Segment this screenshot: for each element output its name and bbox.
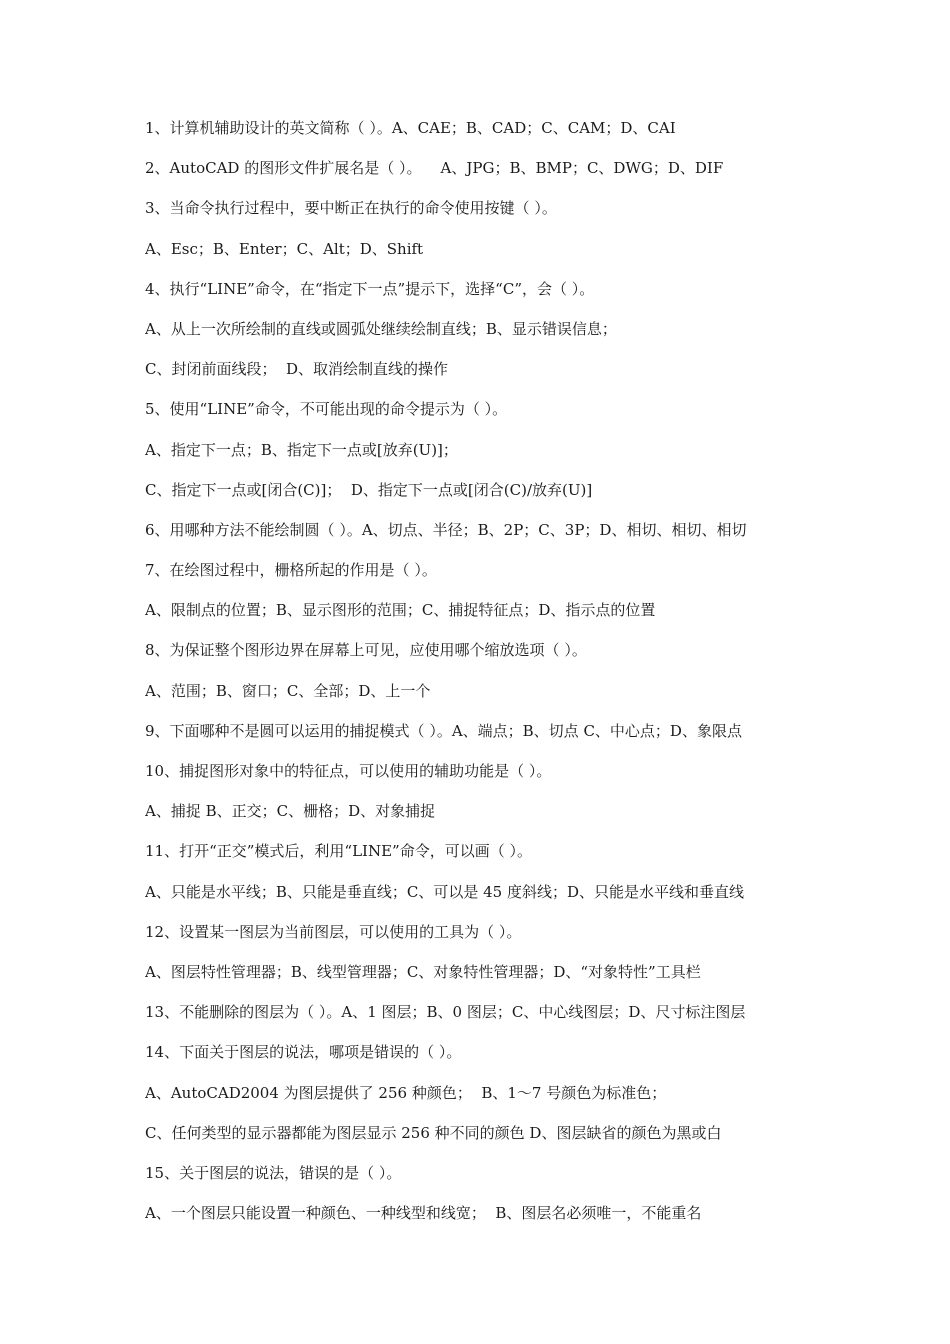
text-line: A、AutoCAD2004 为图层提供了 256 种颜色； B、1～7 号颜色为标准色；: [145, 1083, 667, 1102]
text-line: C、任何类型的显示器都能为图层显示 256 种不同的颜色 D、图层缺省的颜色为黑或白: [145, 1123, 722, 1142]
text-line: C、指定下一点或[闭合(C)]； D、指定下一点或[闭合(C)/放弃(U)]: [145, 480, 593, 499]
text-line: 9、下面哪种不是圆可以运用的捕捉模式（ ）。A、端点；B、切点 C、中心点；D、象限点: [145, 721, 742, 740]
text-line: 7、在绘图过程中，栅格所起的作用是（ ）。: [145, 561, 437, 580]
text-line: 2、AutoCAD 的图形文件扩展名是（ ）。 A、JPG；B、BMP；C、DWG；D、DIF: [145, 159, 724, 178]
text-line: C、封闭前面线段； D、取消绘制直线的操作: [145, 360, 449, 379]
text-line: 5、使用“LINE”命令，不可能出现的命令提示为（ ）。: [145, 400, 508, 419]
text-line: 15、关于图层的说法，错误的是（ ）。: [145, 1163, 402, 1182]
text-line: A、捕捉 B、正交；C、栅格；D、对象捕捉: [145, 802, 436, 821]
text-line: A、范围；B、窗口；C、全部；D、上一个: [145, 681, 431, 700]
text-line: 3、当命令执行过程中，要中断正在执行的命令使用按键（ ）。: [145, 199, 557, 218]
text-line: 11、打开“正交”模式后，利用“LINE”命令，可以画（ ）。: [145, 842, 532, 861]
text-line: 4、执行“LINE”命令，在“指定下一点”提示下，选择“C”，会（ ）。: [145, 279, 595, 298]
text-line: A、限制点的位置；B、显示图形的范围；C、捕捉特征点；D、指示点的位置: [145, 601, 656, 620]
text-line: 8、为保证整个图形边界在屏幕上可见，应使用哪个缩放选项（ ）。: [145, 641, 587, 660]
text-line: A、从上一次所绘制的直线或圆弧处继续绘制直线；B、显示错误信息；: [145, 319, 617, 338]
text-line: A、一个图层只能设置一种颜色、一种线型和线宽； B、图层名必须唯一，不能重名: [145, 1204, 702, 1223]
text-line: A、指定下一点；B、指定下一点或[放弃(U)]；: [145, 440, 458, 459]
text-line: 14、下面关于图层的说法，哪项是错误的（ ）。: [145, 1043, 462, 1062]
text-line: A、只能是水平线；B、只能是垂直线；C、可以是 45 度斜线；D、只能是水平线和垂直线: [145, 882, 744, 901]
text-line: 13、不能删除的图层为（ ）。A、1 图层；B、0 图层；C、中心线图层；D、尺寸标注图层: [145, 1003, 746, 1022]
text-line: 1、计算机辅助设计的英文简称（ ）。A、CAE；B、CAD；C、CAM；D、CAI: [145, 119, 676, 137]
text-line: 6、用哪种方法不能绘制圆（ ）。A、切点、半径；B、2P；C、3P；D、相切、相切、相切: [145, 520, 747, 539]
text-line: 12、设置某一图层为当前图层，可以使用的工具为（ ）。: [145, 922, 522, 941]
text-line: A、图层特性管理器；B、线型管理器；C、对象特性管理器；D、“对象特性”工具栏: [145, 962, 701, 981]
text-line: A、Esc；B、Enter；C、Alt；D、Shift: [145, 239, 424, 258]
text-line: 10、捕捉图形对象中的特征点，可以使用的辅助功能是（ ）。: [145, 762, 552, 780]
question-text-block: [145, 114, 825, 1239]
